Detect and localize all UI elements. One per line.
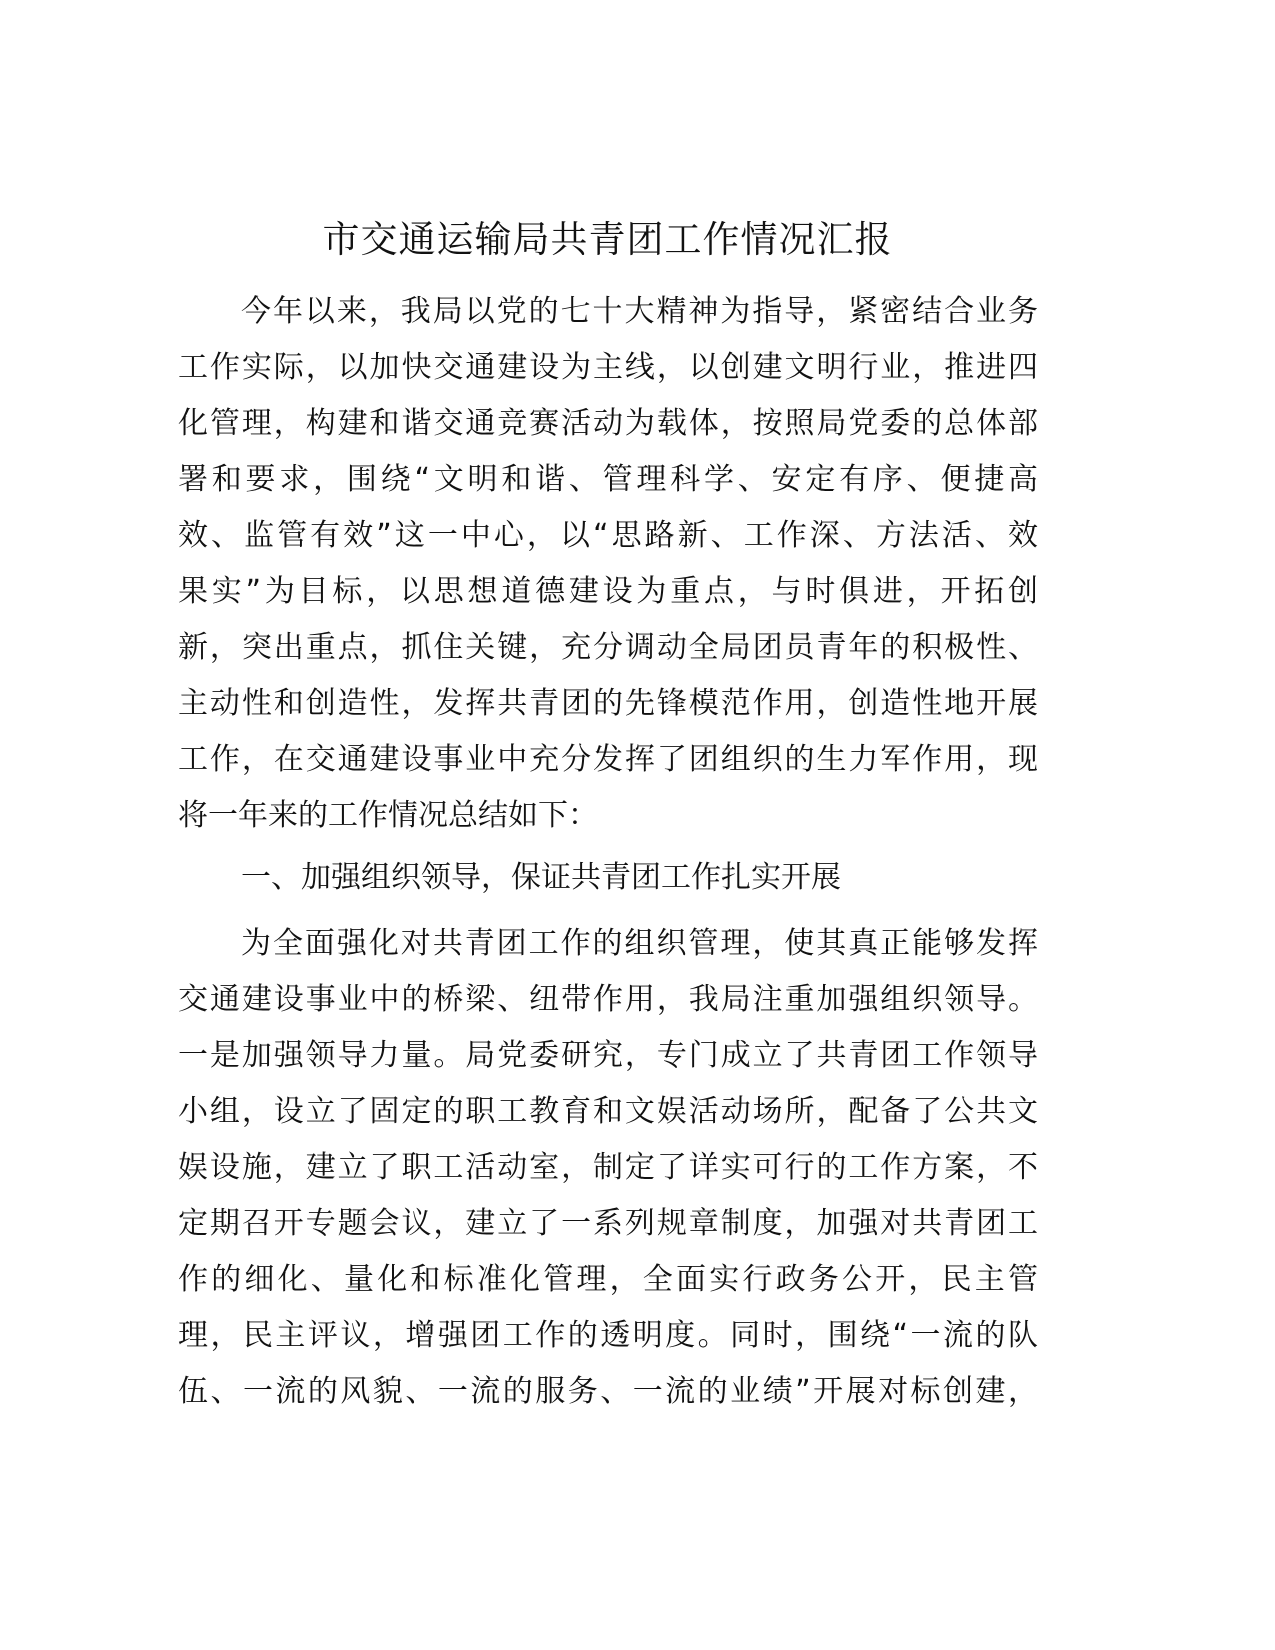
paragraph-line: 工作，在交通建设事业中充分发挥了团组织的生力军作用，现 (178, 742, 1038, 777)
paragraph-line: 化管理，构建和谐交通竞赛活动为载体，按照局党委的总体部 (178, 406, 1038, 441)
paragraph-line: 理，民主评议，增强团工作的透明度。同时，围绕“一流的队 (178, 1318, 1038, 1353)
paragraph-line: 小组，设立了固定的职工教育和文娱活动场所，配备了公共文 (178, 1094, 1038, 1129)
paragraph-line: 署和要求，围绕“文明和谐、管理科学、安定有序、便捷高 (178, 462, 1038, 497)
paragraph-line: 效、监管有效”这一中心，以“思路新、工作深、方法活、效 (178, 518, 1038, 553)
paragraph-line: 果实”为目标，以思想道德建设为重点，与时俱进，开拓创 (178, 574, 1038, 609)
section-1-heading-block (178, 850, 1038, 906)
intro-paragraph (178, 284, 1038, 844)
section-1-paragraph (178, 916, 1038, 1420)
paragraph-line: 交通建设事业中的桥梁、纽带作用，我局注重加强组织领导。 (178, 982, 1038, 1017)
paragraph-line: 为全面强化对共青团工作的组织管理，使其真正能够发挥 (241, 926, 1038, 961)
paragraph-line: 娱设施，建立了职工活动室，制定了详实可行的工作方案，不 (178, 1150, 1038, 1185)
paragraph-line: 新，突出重点，抓住关键，充分调动全局团员青年的积极性、 (178, 630, 1038, 665)
paragraph-line: 工作实际，以加快交通建设为主线，以创建文明行业，推进四 (178, 350, 1038, 385)
paragraph-line: 伍、一流的风貌、一流的服务、一流的业绩”开展对标创建， (178, 1374, 1038, 1409)
paragraph-line: 作的细化、量化和标准化管理，全面实行政务公开，民主管 (178, 1262, 1038, 1297)
paragraph-line: 今年以来，我局以党的七十大精神为指导，紧密结合业务 (241, 294, 1038, 329)
document-title: 市交通运输局共青团工作情况汇报 (322, 218, 893, 261)
section-heading: 一、加强组织领导，保证共青团工作扎实开展 (241, 860, 841, 895)
paragraph-line: 主动性和创造性，发挥共青团的先锋模范作用，创造性地开展 (178, 686, 1038, 721)
paragraph-line: 一是加强领导力量。局党委研究，专门成立了共青团工作领导 (178, 1038, 1038, 1073)
paragraph-line: 定期召开专题会议，建立了一系列规章制度，加强对共青团工 (178, 1206, 1038, 1241)
paragraph-line: 将一年来的工作情况总结如下： (178, 798, 598, 833)
